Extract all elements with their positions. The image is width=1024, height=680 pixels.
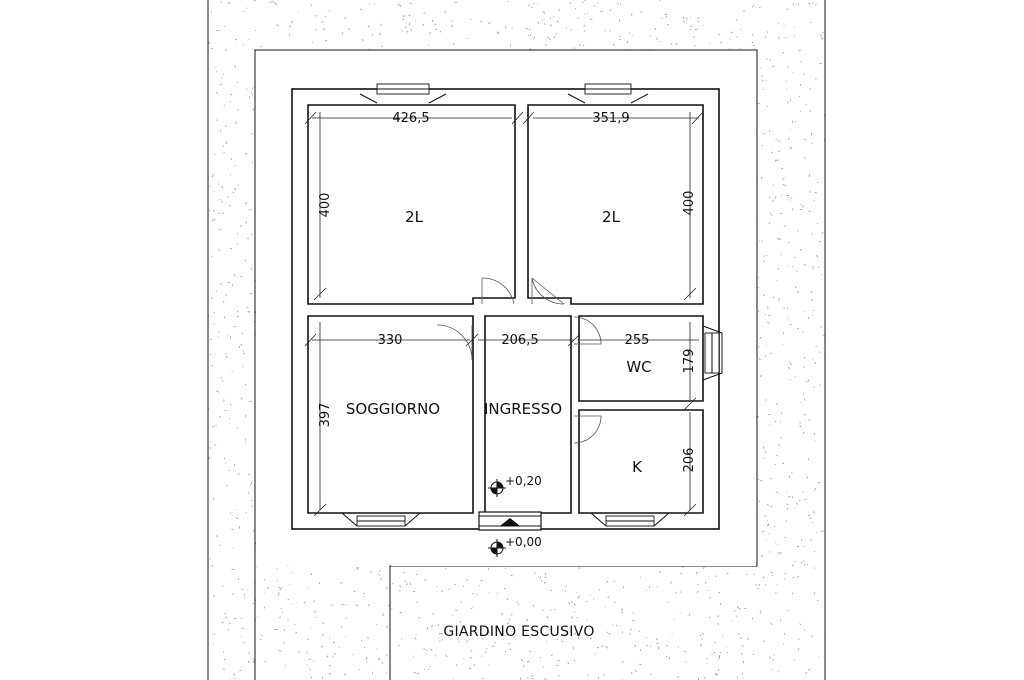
building bbox=[292, 89, 719, 529]
dim-bedroom-left-depth: 400 bbox=[318, 192, 333, 218]
room-label-kitchen: K bbox=[632, 458, 642, 476]
dim-bedroom-right-width: 351,9 bbox=[592, 111, 630, 126]
room-label-living: SOGGIORNO bbox=[345, 400, 441, 418]
dim-bathroom-width: 255 bbox=[624, 333, 650, 348]
room-label-entrance: INGRESSO bbox=[483, 400, 563, 418]
dim-entrance-width: 206,5 bbox=[501, 333, 539, 348]
dim-living-depth: 397 bbox=[318, 402, 333, 428]
garden-label: GIARDINO ESCUSIVO bbox=[443, 624, 595, 640]
level-label-ground: +0,00 bbox=[505, 535, 542, 549]
dim-bathroom-depth: 179 bbox=[682, 348, 697, 374]
dim-kitchen-depth: 206 bbox=[682, 447, 697, 473]
level-label-floor: +0,20 bbox=[505, 474, 542, 488]
dim-bedroom-left-width: 426,5 bbox=[392, 111, 430, 126]
room-label-bedroom-right: 2L bbox=[602, 208, 620, 226]
dim-living-width: 330 bbox=[377, 333, 403, 348]
room-label-bathroom: WC bbox=[626, 358, 652, 376]
dim-bedroom-right-depth: 400 bbox=[682, 190, 697, 216]
entrance-step bbox=[479, 512, 541, 530]
room-label-bedroom-left: 2L bbox=[405, 208, 423, 226]
